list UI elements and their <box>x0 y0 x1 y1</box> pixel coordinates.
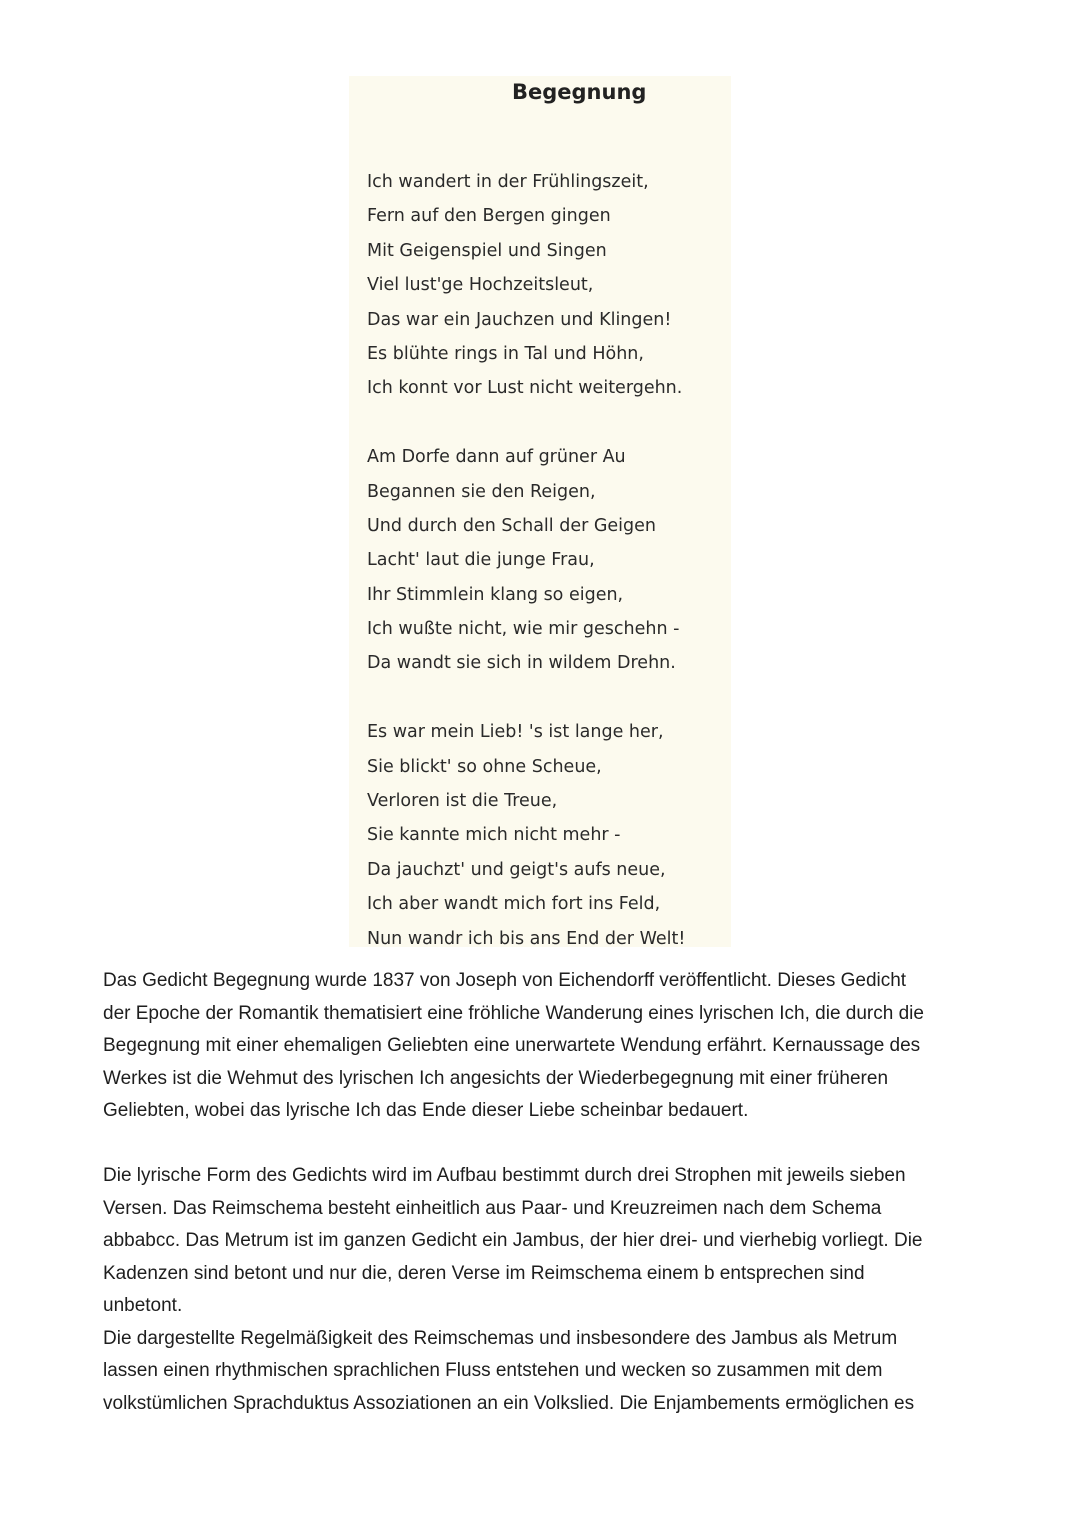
poem-body <box>367 165 727 956</box>
verse: Lacht' laut die junge Frau, <box>367 550 595 571</box>
verse: Und durch den Schall der Geigen <box>367 515 657 536</box>
text-line: Die lyrische Form des Gedichts wird im Aufbau bestimmt durch drei Strophen mit jeweils sieben <box>103 1165 906 1186</box>
analysis-text <box>103 965 983 1420</box>
text-line: der Epoche der Romantik thematisiert eine fröhliche Wanderung eines lyrischen Ich, die durch die <box>103 1002 924 1024</box>
text-line: Begegnung mit einer ehemaligen Geliebten eine unerwartete Wendung erfährt. Kernaussage des <box>103 1035 921 1056</box>
poem-title: Begegnung <box>512 80 647 104</box>
verse: Begannen sie den Reigen, <box>367 481 596 502</box>
text-line: Die dargestellte Regelmäßigkeit des Reimschemas und insbesondere des Jambus als Metrum <box>103 1327 898 1349</box>
verse: Ich konnt vor Lust nicht weitergehn. <box>367 378 683 399</box>
verse: Ich wußte nicht, wie mir geschehn - <box>367 619 680 640</box>
text-line: Das Gedicht Begegnung wurde 1837 von Joseph von Eichendorff veröffentlicht. Dieses Gedicht <box>103 970 907 991</box>
stanza-3 <box>367 715 727 956</box>
stanza-1 <box>367 165 727 406</box>
text-line: abbabcc. Das Metrum ist im ganzen Gedicht ein Jambus, der hier drei- und vierhebig vorliegt. Die <box>103 1230 923 1251</box>
text-line: Kadenzen sind betont und nur die, deren Verse im Reimschema einem b entsprechen sind <box>103 1262 865 1284</box>
verse: Am Dorfe dann auf grüner Au <box>367 447 626 468</box>
paragraph-effect <box>103 1323 983 1421</box>
verse: Viel lust'ge Hochzeitsleut, <box>367 275 594 296</box>
paragraph-form <box>103 1160 983 1323</box>
text-line: Versen. Das Reimschema besteht einheitlich aus Paar- und Kreuzreimen nach dem Schema <box>103 1197 882 1219</box>
verse: Verloren ist die Treue, <box>367 791 558 812</box>
paragraph-introduction <box>103 965 983 1128</box>
paragraph-spacer <box>103 1128 983 1161</box>
verse: Nun wandr ich bis ans End der Welt! <box>367 928 686 949</box>
stanza-2 <box>367 440 727 681</box>
text-line: Werkes ist die Wehmut des lyrischen Ich angesichts der Wiederbegegnung mit einer früheren <box>103 1067 889 1089</box>
verse: Da wandt sie sich in wildem Drehn. <box>367 653 676 674</box>
verse: Mit Geigenspiel und Singen <box>367 240 607 261</box>
verse: Fern auf den Bergen gingen <box>367 206 611 227</box>
verse: Es war mein Lieb! 's ist lange her, <box>367 722 664 743</box>
verse: Ihr Stimmlein klang so eigen, <box>367 584 624 605</box>
verse: Es blühte rings in Tal und Höhn, <box>367 343 644 364</box>
text-line: Geliebten, wobei das lyrische Ich das Ende dieser Liebe scheinbar bedauert. <box>103 1100 749 1121</box>
verse: Ich wandert in der Frühlingszeit, <box>367 172 649 192</box>
text-line: lassen einen rhythmischen sprachlichen Fluss entstehen und wecken so zusammen mit dem <box>103 1360 883 1381</box>
verse: Sie blickt' so ohne Scheue, <box>367 756 602 777</box>
verse: Sie kannte mich nicht mehr - <box>367 825 621 846</box>
verse: Da jauchzt' und geigt's aufs neue, <box>367 859 666 880</box>
text-line: unbetont. <box>103 1295 183 1316</box>
text-line: volkstümlichen Sprachduktus Assoziationen an ein Volkslied. Die Enjambements ermöglichen es <box>103 1392 915 1414</box>
verse: Ich aber wandt mich fort ins Feld, <box>367 894 661 915</box>
verse: Das war ein Jauchzen und Klingen! <box>367 309 672 330</box>
